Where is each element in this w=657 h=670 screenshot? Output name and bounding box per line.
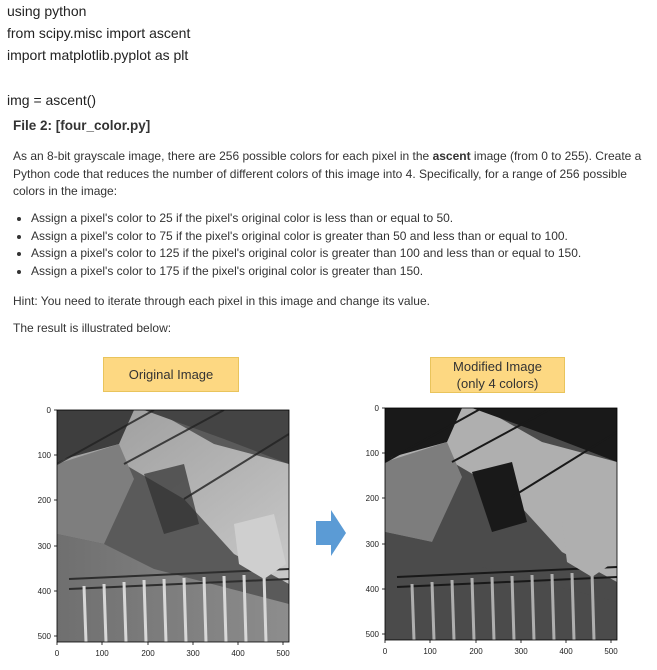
code-line-4: img = ascent() bbox=[7, 92, 97, 108]
y-tick-label: 300 bbox=[365, 540, 379, 549]
x-tick-label: 500 bbox=[604, 647, 618, 656]
intro-text-after: image (from 0 to 255). Create a Python code that reduces the number of different colors of this image into 4. Specifically, for a range of 256 possible colors in the image: bbox=[13, 149, 642, 198]
rules-list bbox=[13, 210, 651, 280]
y-tick-label: 0 bbox=[46, 406, 51, 415]
modified-y-axis bbox=[382, 408, 385, 634]
intro-text-before: As an 8-bit grayscale image, there are 256 possible colors for each pixel in the bbox=[13, 149, 433, 163]
y-tick-label: 400 bbox=[365, 585, 379, 594]
result-text: The result is illustrated below: bbox=[13, 321, 172, 335]
rule-item: • Assign a pixel's color to 75 if the pixel's original color is greater than 50 and less than or equal to 100. bbox=[31, 228, 651, 246]
y-tick-label: 0 bbox=[374, 404, 379, 413]
rule-item: • Assign a pixel's color to 125 if the pixel's original color is greater than 100 and less than or equal to 150. bbox=[31, 245, 651, 263]
modified-label-line2: (only 4 colors) bbox=[456, 376, 539, 391]
x-tick-label: 0 bbox=[54, 649, 60, 658]
y-tick-label: 200 bbox=[365, 494, 379, 503]
rule-item: • Assign a pixel's color to 25 if the pixel's original color is less than or equal to 50. bbox=[31, 210, 651, 228]
y-tick-label: 500 bbox=[365, 630, 379, 639]
hint-text: Hint: You need to iterate through each pixel in this image and change its value. bbox=[13, 294, 430, 308]
x-tick-label: 0 bbox=[382, 647, 388, 656]
x-tick-label: 100 bbox=[423, 647, 437, 656]
arrow-shape bbox=[316, 510, 346, 556]
x-tick-label: 100 bbox=[95, 649, 109, 658]
original-label-text: Original Image bbox=[128, 367, 214, 382]
modified-x-axis bbox=[385, 640, 611, 643]
code-line-2: from scipy.misc import ascent bbox=[7, 25, 191, 41]
y-tick-label: 100 bbox=[365, 449, 379, 458]
original-x-axis bbox=[57, 642, 283, 645]
x-tick-label: 400 bbox=[231, 649, 245, 658]
intro-bold-word: ascent bbox=[432, 149, 471, 163]
x-tick-label: 500 bbox=[276, 649, 290, 658]
x-tick-label: 200 bbox=[469, 647, 483, 656]
y-tick-label: 100 bbox=[37, 451, 51, 460]
code-line-3: import matplotlib.pyplot as plt bbox=[7, 47, 189, 63]
y-tick-label: 500 bbox=[37, 632, 51, 641]
y-tick-label: 200 bbox=[37, 496, 51, 505]
x-tick-label: 200 bbox=[141, 649, 155, 658]
original-image-label bbox=[103, 357, 239, 392]
original-image-plot bbox=[24, 404, 299, 666]
modified-photo bbox=[385, 408, 617, 640]
modified-label-line1: Modified Image bbox=[453, 359, 542, 374]
code-line-1: using python bbox=[7, 3, 87, 19]
intro-paragraph bbox=[13, 148, 643, 201]
y-tick-label: 400 bbox=[37, 587, 51, 596]
y-tick-label: 300 bbox=[37, 542, 51, 551]
x-tick-label: 400 bbox=[559, 647, 573, 656]
right-arrow-icon bbox=[316, 510, 346, 556]
modified-image-label bbox=[430, 357, 565, 393]
rule-item: • Assign a pixel's color to 175 if the pixel's original color is greater than 150. bbox=[31, 263, 651, 281]
original-y-axis bbox=[54, 410, 57, 636]
original-photo bbox=[57, 410, 289, 642]
file-title: File 2: [four_color.py] bbox=[13, 118, 151, 133]
modified-image-plot bbox=[352, 404, 627, 666]
x-tick-label: 300 bbox=[514, 647, 528, 656]
x-tick-label: 300 bbox=[186, 649, 200, 658]
